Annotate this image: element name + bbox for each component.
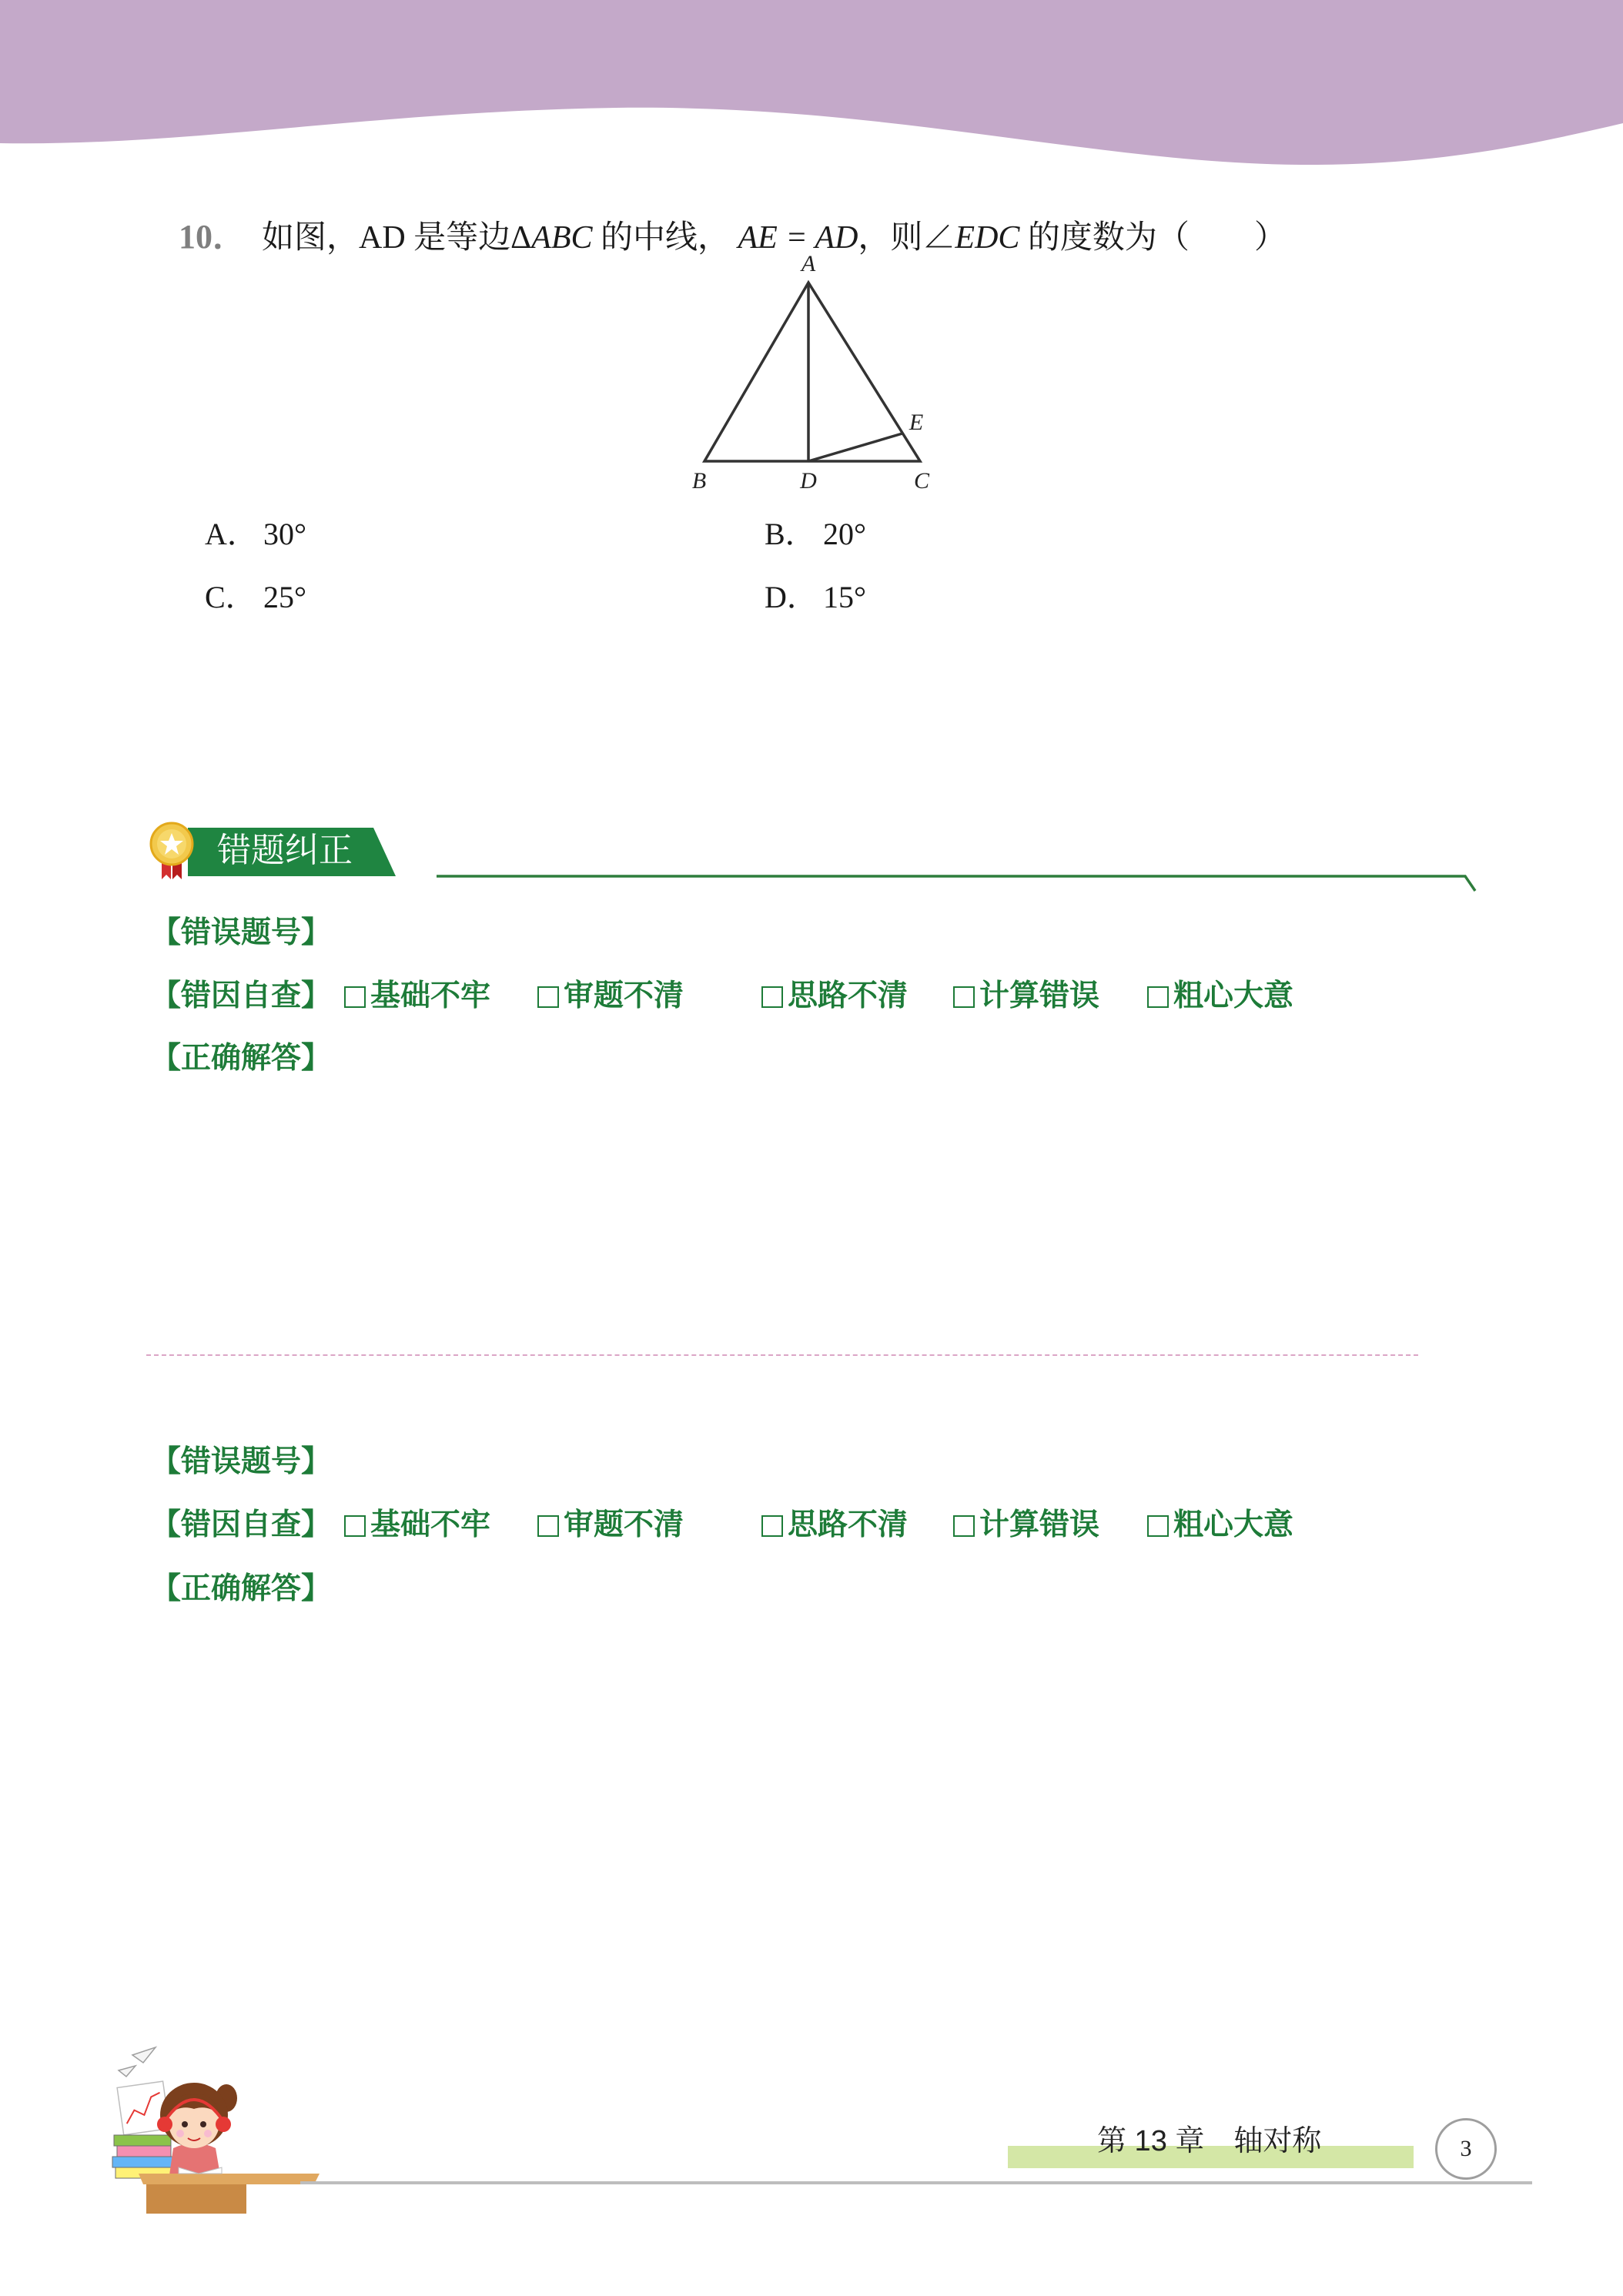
question-text-part: 的中线， <box>592 220 738 256</box>
wrong-number-label: 【错误题号】 <box>151 915 332 950</box>
page-number-badge <box>1435 2118 1497 2180</box>
label-c: C <box>913 468 930 494</box>
triangle-figure <box>678 246 955 508</box>
cause-option-label: 审题不清 <box>564 1508 684 1542</box>
desk <box>139 2167 320 2214</box>
header-wave-band <box>0 0 1623 177</box>
cause-option <box>761 1508 908 1543</box>
checkbox-icon <box>761 1515 783 1537</box>
header-wave-shape <box>0 0 1623 165</box>
label-a: A <box>801 251 816 276</box>
option-b <box>765 517 866 551</box>
option-letter: A． <box>205 517 258 551</box>
question-text-part: ，则∠ <box>858 220 955 256</box>
checkbox-icon <box>344 1515 366 1537</box>
cause-option <box>953 1508 1099 1543</box>
cause-option <box>761 979 908 1014</box>
triangle-abc <box>704 283 920 461</box>
cause-option <box>344 1508 490 1543</box>
section-rule-line <box>437 876 1475 891</box>
label-d: D <box>800 468 817 494</box>
checkbox-icon <box>344 986 366 1008</box>
checkbox-icon <box>761 986 783 1008</box>
option-letter: B． <box>765 517 816 551</box>
dashed-divider <box>146 1354 1418 1356</box>
page-number: 3 <box>1460 2136 1472 2161</box>
cause-option <box>344 979 490 1014</box>
cause-option-label: 基础不牢 <box>370 1508 491 1542</box>
medal-icon <box>148 818 197 881</box>
answer-label: 【正确解答】 <box>151 1041 332 1076</box>
cause-option-label: 基础不牢 <box>370 979 491 1013</box>
cause-label: 【错因自查】 <box>151 1508 332 1542</box>
cause-option-label: 计算错误 <box>979 1508 1100 1542</box>
paper-plane-icon <box>119 2047 156 2077</box>
cause-label: 【错因自查】 <box>151 979 332 1013</box>
question-math-equation: AE = AD <box>738 220 858 256</box>
option-value: 25° <box>263 580 306 614</box>
cause-option-label: 思路不清 <box>788 979 909 1013</box>
question-text-part: 如图，AD 是等边Δ <box>262 220 532 256</box>
question-math-angle: EDC <box>955 220 1020 256</box>
checkbox-icon <box>1147 1515 1169 1537</box>
label-e: E <box>909 410 924 435</box>
cause-option <box>1147 1508 1293 1543</box>
option-a <box>205 517 306 551</box>
cause-option-label: 审题不清 <box>564 979 684 1013</box>
chapter-title: 第 13 章 轴对称 <box>1097 2125 1322 2157</box>
wrong-number-label: 【错误题号】 <box>151 1444 332 1479</box>
answer-label: 【正确解答】 <box>151 1571 332 1606</box>
cause-option-label: 计算错误 <box>979 979 1100 1013</box>
option-value: 15° <box>823 580 866 614</box>
cause-option-label: 思路不清 <box>788 1508 909 1542</box>
cause-option <box>1147 979 1293 1014</box>
cause-option <box>537 1508 684 1543</box>
cause-option <box>537 979 684 1014</box>
question-math-triangle: ABC <box>531 220 593 256</box>
section-title: 错题纠正 <box>217 831 353 870</box>
cause-option-label: 粗心大意 <box>1173 979 1294 1013</box>
section-rule <box>431 869 1486 899</box>
checkbox-icon <box>537 1515 559 1537</box>
option-d <box>765 581 866 614</box>
label-b: B <box>691 468 707 494</box>
book-stack-icon <box>112 2135 172 2178</box>
cause-option-label: 粗心大意 <box>1173 1508 1294 1542</box>
question-number: 10． <box>179 218 246 256</box>
option-letter: C． <box>205 580 256 614</box>
option-value: 20° <box>823 517 866 551</box>
cause-option <box>953 979 1099 1014</box>
checkbox-icon <box>953 1515 975 1537</box>
footer-rule <box>300 2181 1532 2184</box>
checkbox-icon <box>1147 986 1169 1008</box>
girl-reading-illustration <box>108 2044 323 2217</box>
option-value: 30° <box>263 517 306 551</box>
segment-de <box>808 433 902 461</box>
question-text-part: 的度数为（ ） <box>1019 220 1287 256</box>
option-c <box>205 581 306 614</box>
option-letter: D． <box>765 580 818 614</box>
checkbox-icon <box>537 986 559 1008</box>
checkbox-icon <box>953 986 975 1008</box>
